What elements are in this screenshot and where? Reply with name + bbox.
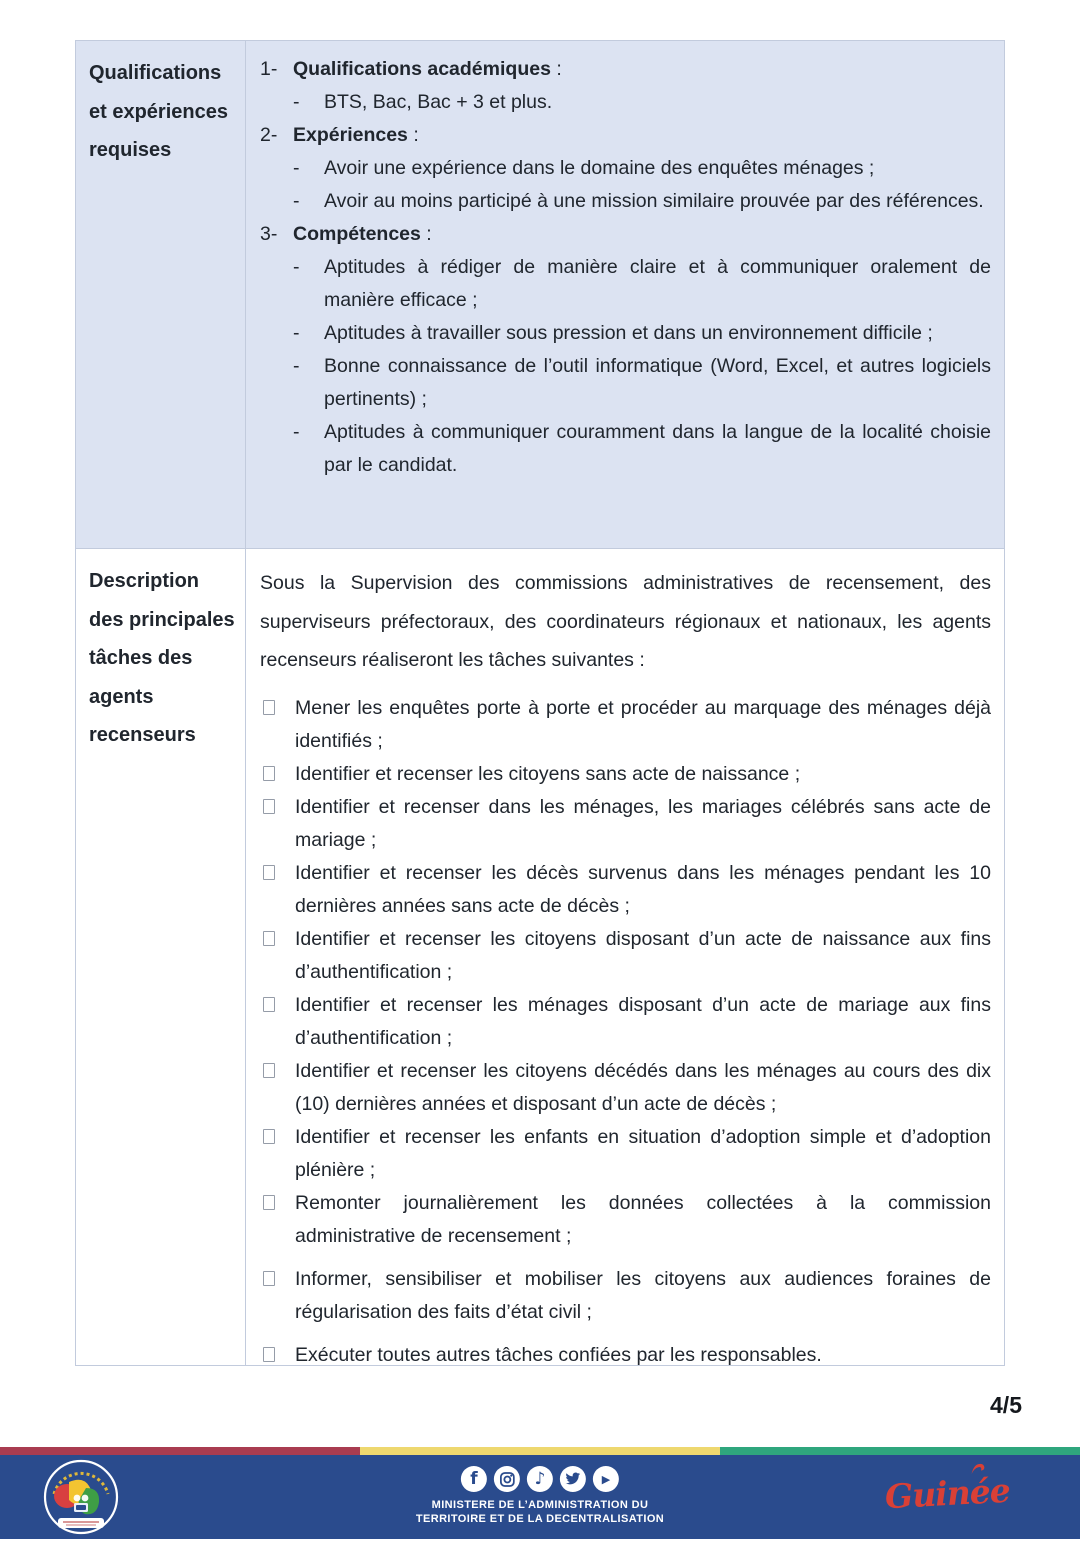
tasks-intro-paragraph: Sous la Supervision des commissions administratives de recensement, des superviseurs préfectoraux, des coordinateurs régionaux et nationaux, les agents recenseurs réaliseront les tâches suivantes : [260,572,991,672]
sub-item-text: Aptitudes à rédiger de manière claire et à communiquer oralement de manière efficace ; [324,256,991,311]
task-item [260,923,991,989]
flag-green-segment [720,1447,1080,1455]
footer-body [0,1455,1080,1539]
task-item [260,1339,991,1365]
twitter-icon [560,1466,586,1492]
guinee-wordmark-text: Guinée [884,1470,1011,1517]
instagram-icon [494,1466,520,1492]
sub-item-text: Avoir une expérience dans le domaine des enquêtes ménages ; [324,157,875,179]
square-bullet-icon [263,931,275,946]
dash-bullet: - [293,190,300,212]
square-bullet-icon [263,1271,275,1286]
qualification-sub-item [260,251,991,317]
task-text: Identifier et recenser les citoyens sans acte de naissance ; [295,762,801,785]
square-bullet-icon [263,799,275,814]
square-bullet-icon [263,1063,275,1078]
task-item [260,791,991,857]
tasks-row [76,548,1004,1365]
task-text: Identifier et recenser les ménages disposant d’un acte de mariage aux fins d’authentification ; [295,993,991,1049]
square-bullet-icon [263,766,275,781]
task-text: Informer, sensibiliser et mobiliser les citoyens aux audiences foraines de régularisation des faits d’état civil ; [295,1267,991,1323]
square-bullet-icon [263,997,275,1012]
task-item [260,989,991,1055]
dash-bullet: - [293,322,300,344]
national-program-emblem-logo [36,1458,126,1543]
task-text: Identifier et recenser les enfants en situation d’adoption simple et d’adoption plénière ; [295,1125,991,1181]
item-title: Compétences : [293,223,432,245]
square-bullet-icon [263,865,275,880]
flag-tricolor-strip [0,1447,1080,1455]
qualifications-row [76,41,1004,548]
qualification-sub-item [260,350,991,416]
square-bullet-icon [263,1195,275,1210]
guinee-wordmark [884,1470,1011,1517]
item-number: 2- [260,124,278,146]
task-text: Identifier et recenser les citoyens décédés dans les ménages au cours des dix (10) dernières années et disposant d’un acte de décès ; [295,1059,991,1115]
youtube-icon: ▶ [593,1466,619,1492]
square-bullet-icon [263,1129,275,1144]
task-item [260,1055,991,1121]
task-item [260,1263,991,1329]
sub-item-text: BTS, Bac, Bac + 3 et plus. [324,91,553,113]
flag-red-segment [0,1447,360,1455]
qualification-sub-item [260,317,991,350]
task-item [260,857,991,923]
page-number: 4/5 [990,1392,1022,1418]
task-item [260,1121,991,1187]
dash-bullet: - [293,421,300,443]
qualifications-list [260,53,991,482]
task-item [260,758,991,791]
item-title: Expériences : [293,124,419,146]
dash-bullet: - [293,157,300,179]
dash-bullet: - [293,91,300,113]
task-text: Exécuter toutes autres tâches confiées par les responsables. [295,1343,822,1365]
qualification-item-heading [260,119,991,152]
qualification-sub-item [260,152,991,185]
qualification-sub-item [260,185,991,218]
ministry-name-line1: MINISTERE DE L’ADMINISTRATION DU [431,1499,649,1511]
qualification-sub-item [260,86,991,119]
qualifications-cell [246,41,1004,548]
item-number: 3- [260,223,278,245]
task-text: Mener les enquêtes porte à porte et procéder au marquage des ménages déjà identifiés ; [295,696,991,752]
requirements-table [75,40,1005,1366]
task-item [260,1187,991,1253]
qualifications-row-header: Qualifications et expériences requises [76,41,246,548]
tasks-list [260,692,991,1365]
item-number: 1- [260,58,278,80]
item-title: Qualifications académiques : [293,58,562,80]
sub-item-text: Bonne connaissance de l’outil informatique (Word, Excel, et autres logiciels pertinents) ; [324,355,991,410]
sub-item-text: Avoir au moins participé à une mission similaire prouvée par des références. [324,190,984,212]
task-text: Identifier et recenser dans les ménages, les mariages célébrés sans acte de mariage ; [295,795,991,851]
tiktok-icon: ♪ [527,1466,553,1492]
tasks-row-header: Description des principales tâches des agents recenseurs [76,549,246,1365]
dash-bullet: - [293,355,300,377]
sub-item-text: Aptitudes à communiquer couramment dans la langue de la localité choisie par le candidat. [324,421,991,476]
sub-item-text: Aptitudes à travailler sous pression et dans un environnement difficile ; [324,322,933,344]
facebook-icon: f [461,1466,487,1492]
task-text: Identifier et recenser les citoyens disposant d’un acte de naissance aux fins d’authentification ; [295,927,991,983]
task-text: Identifier et recenser les décès survenus dans les ménages pendant les 10 dernières années sans acte de décès ; [295,861,991,917]
task-item [260,692,991,758]
qualification-sub-item [260,416,991,482]
task-text: Remonter journalièrement les données collectées à la commission administrative de recensement ; [295,1191,991,1247]
square-bullet-icon [263,700,275,715]
tasks-cell [246,549,1004,1365]
footer-center-block [416,1466,664,1526]
square-bullet-icon [263,1347,275,1362]
qualification-item-heading [260,53,991,86]
footer [0,1447,1080,1539]
ministry-name-line2: TERRITOIRE ET DE LA DECENTRALISATION [415,1513,665,1525]
social-icons-row [416,1466,664,1492]
flag-yellow-segment [360,1447,720,1455]
dash-bullet: - [293,256,300,278]
qualification-item-heading [260,218,991,251]
